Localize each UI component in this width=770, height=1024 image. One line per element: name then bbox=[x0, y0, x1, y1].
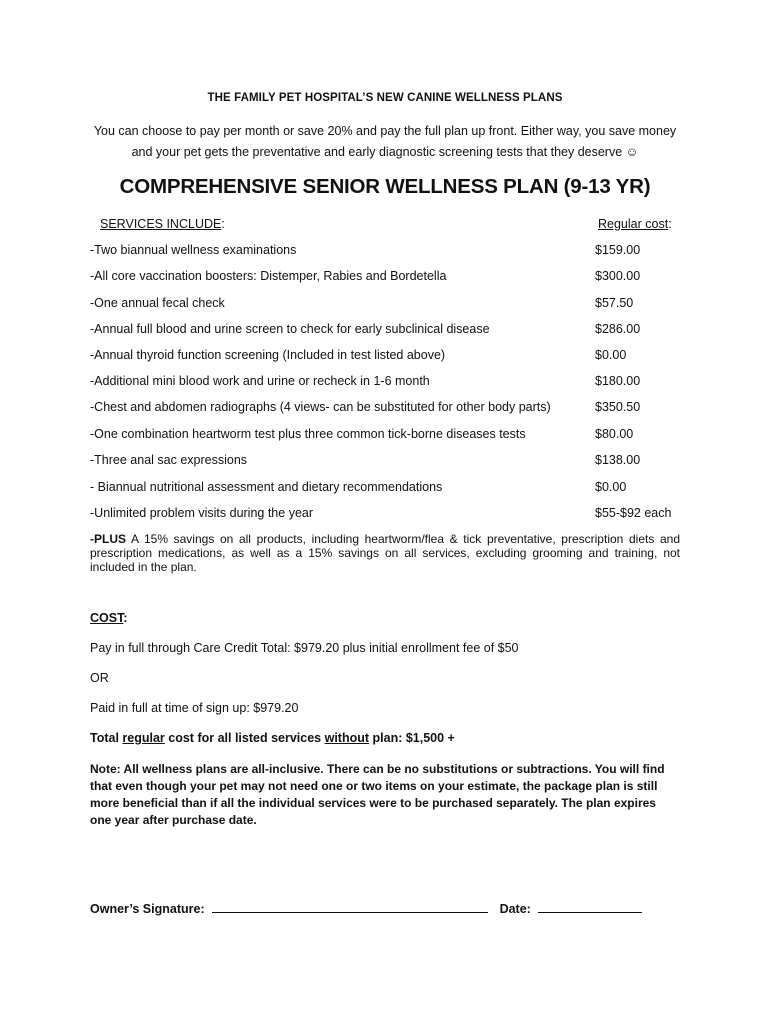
note-paragraph: Note: All wellness plans are all-inclusive. There can be no substitutions or subtractions. You will find that even though your pet may not need one or two items on your estimate, the package plan is still more beneficial than if all the individual services were to be purchased separately. The plan expires one year after purchase date. bbox=[90, 762, 665, 827]
service-row bbox=[90, 453, 680, 471]
total-middle: cost for all listed services bbox=[164, 731, 325, 745]
service-price: $80.00 bbox=[595, 427, 634, 441]
service-price: $159.00 bbox=[595, 243, 641, 257]
signature-line bbox=[90, 900, 642, 916]
service-price: $180.00 bbox=[595, 374, 641, 388]
service-row bbox=[90, 400, 680, 418]
or-separator: OR bbox=[90, 671, 109, 685]
service-price: $0.00 bbox=[595, 348, 627, 362]
service-row bbox=[90, 480, 680, 498]
cost-heading bbox=[90, 611, 128, 625]
regular-cost-heading bbox=[598, 217, 672, 231]
plus-text: A 15% savings on all products, including heartworm/flea & tick preventative, prescription diets and prescription medications, as well as a 15% savings on all services, excluding grooming and training, not included in the plan. bbox=[90, 532, 680, 574]
owner-signature-blank[interactable] bbox=[212, 900, 488, 913]
services-include-label: SERVICES INCLUDE bbox=[100, 217, 222, 231]
service-description: -Additional mini blood work and urine or recheck in 1-6 month bbox=[90, 374, 430, 388]
intro-line-1: You can choose to pay per month or save 20% and pay the full plan up front. Either way, you save money bbox=[93, 124, 677, 138]
service-price: $138.00 bbox=[595, 453, 641, 467]
services-heading-colon: : bbox=[221, 217, 225, 231]
care-credit-payment-line: Pay in full through Care Credit Total: $979.20 plus initial enrollment fee of $50 bbox=[90, 641, 519, 655]
total-regular-word: regular bbox=[122, 731, 165, 745]
service-description: -Annual full blood and urine screen to check for early subclinical disease bbox=[90, 322, 490, 336]
service-price: $300.00 bbox=[595, 269, 641, 283]
total-suffix: plan: $1,500 + bbox=[369, 731, 455, 745]
cost-colon: : bbox=[123, 611, 128, 625]
service-price: $57.50 bbox=[595, 296, 634, 310]
service-price: $0.00 bbox=[595, 480, 627, 494]
service-row bbox=[90, 269, 680, 287]
service-description: -Unlimited problem visits during the year bbox=[90, 506, 314, 520]
service-description: -One combination heartworm test plus three common tick-borne diseases tests bbox=[90, 427, 526, 441]
intro-line-2: and your pet gets the preventative and early diagnostic screening tests that they deserve ☺ bbox=[131, 145, 639, 159]
regular-cost-colon: : bbox=[668, 217, 672, 231]
service-description: -Annual thyroid function screening (Included in test listed above) bbox=[90, 348, 446, 362]
service-row bbox=[90, 506, 680, 524]
plus-savings-paragraph bbox=[90, 532, 680, 574]
service-description: -Two biannual wellness examinations bbox=[90, 243, 297, 257]
service-description: -All core vaccination boosters: Distemper, Rabies and Bordetella bbox=[90, 269, 447, 283]
service-description: - Biannual nutritional assessment and dietary recommendations bbox=[90, 480, 443, 494]
service-row bbox=[90, 374, 680, 392]
total-prefix: Total bbox=[90, 731, 123, 745]
regular-cost-label: Regular cost bbox=[598, 217, 669, 231]
service-description: -One annual fecal check bbox=[90, 296, 225, 310]
service-description: -Chest and abdomen radiographs (4 views- can be substituted for other body parts) bbox=[90, 400, 551, 414]
hospital-header-title: THE FAMILY PET HOSPITAL’S NEW CANINE WELLNESS PLANS bbox=[207, 92, 563, 104]
date-label: Date: bbox=[499, 902, 531, 916]
date-blank[interactable] bbox=[538, 900, 642, 913]
owner-signature-label: Owner’s Signature: bbox=[90, 902, 205, 916]
intro-paragraph bbox=[60, 121, 710, 163]
service-description: -Three anal sac expressions bbox=[90, 453, 248, 467]
plus-label: -PLUS bbox=[90, 532, 126, 546]
service-price: $350.50 bbox=[595, 400, 641, 414]
service-row bbox=[90, 243, 680, 261]
plan-title: COMPREHENSIVE SENIOR WELLNESS PLAN (9-13 YR) bbox=[119, 175, 651, 198]
cost-label: COST bbox=[90, 611, 124, 625]
service-row bbox=[90, 296, 680, 314]
service-price: $286.00 bbox=[595, 322, 641, 336]
service-row bbox=[90, 348, 680, 366]
service-price: $55-$92 each bbox=[595, 506, 672, 520]
total-without-word: without bbox=[324, 731, 370, 745]
services-include-heading bbox=[100, 217, 225, 231]
signup-payment-line: Paid in full at time of sign up: $979.20 bbox=[90, 701, 299, 715]
service-row bbox=[90, 427, 680, 445]
total-regular-cost-line bbox=[90, 731, 455, 745]
service-row bbox=[90, 322, 680, 340]
